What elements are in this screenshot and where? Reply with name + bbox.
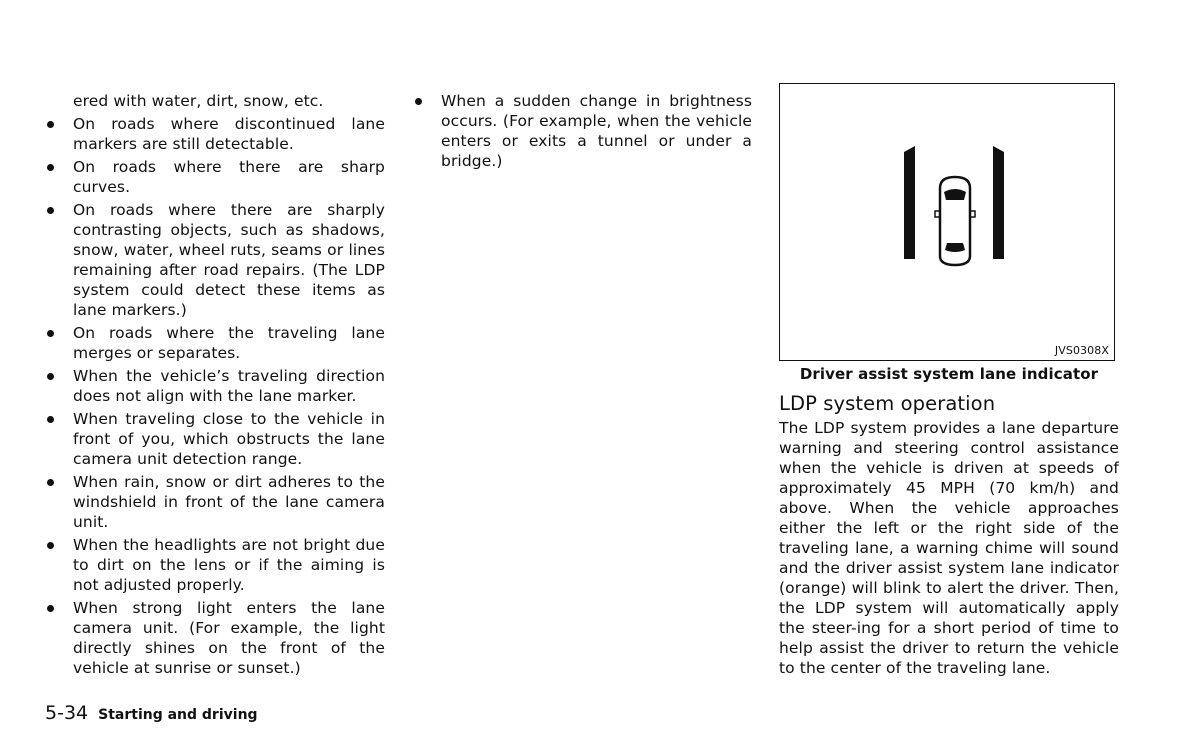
footer-section-name: Starting and driving xyxy=(98,707,258,723)
left-lane-marker xyxy=(904,146,915,259)
condition-list xyxy=(45,114,385,678)
middle-column xyxy=(413,91,752,174)
page-number: 5-34 xyxy=(45,702,89,724)
list-item: On roads where there are sharply contrasting objects, such as shadows, snow, water, wheel ruts, seams or lines remaining after road repairs. (The LDP system could detect these items as lane markers.) xyxy=(45,200,385,320)
continued-text: ered with water, dirt, snow, etc. xyxy=(73,92,324,110)
right-column xyxy=(779,83,1119,678)
figure-caption: Driver assist system lane indicator xyxy=(799,365,1099,383)
list-item: When strong light enters the lane camera unit. (For example, the light directly shines on the front of the vehicle at sunrise or sunset.) xyxy=(45,598,385,678)
list-item: When the headlights are not bright due to dirt on the lens or if the aiming is not adjusted properly. xyxy=(45,535,385,595)
condition-list-continued xyxy=(413,91,752,171)
section-heading: LDP system operation xyxy=(779,392,996,415)
list-item: On roads where discontinued lane markers are still detectable. xyxy=(45,114,385,154)
list-item: When the vehicle’s traveling direction does not align with the lane marker. xyxy=(45,366,385,406)
right-lane-marker xyxy=(993,146,1004,259)
list-item: When traveling close to the vehicle in front of you, which obstructs the lane camera unit detection range. xyxy=(45,409,385,469)
left-column xyxy=(45,91,385,681)
list-item: On roads where there are sharp curves. xyxy=(45,157,385,197)
car-icon xyxy=(935,177,975,265)
list-item: When rain, snow or dirt adheres to the windshield in front of the lane camera unit. xyxy=(45,472,385,532)
list-item: On roads where the traveling lane merges or separates. xyxy=(45,323,385,363)
section-body: The LDP system provides a lane departure warning and steering control assistance when the vehicle is driven at speeds of approximately 45 MPH (70 km/h) and above. When the vehicle approaches either the left or the right side of the traveling lane, a warning chime will sound and the driver assist system lane indicator (orange) will blink to alert the driver. Then, the LDP system will automatically apply the steer-ing for a short period of time to help assist the driver to return the vehicle to the center of the traveling lane. xyxy=(779,419,1119,677)
lane-indicator-figure xyxy=(779,83,1115,361)
lane-indicator-illustration xyxy=(780,84,1116,362)
figure-code: JVS0308X xyxy=(1054,344,1109,357)
page-footer xyxy=(45,701,258,725)
list-item: When a sudden change in brightness occurs. (For example, when the vehicle enters or exits a tunnel or under a bridge.) xyxy=(413,91,752,171)
